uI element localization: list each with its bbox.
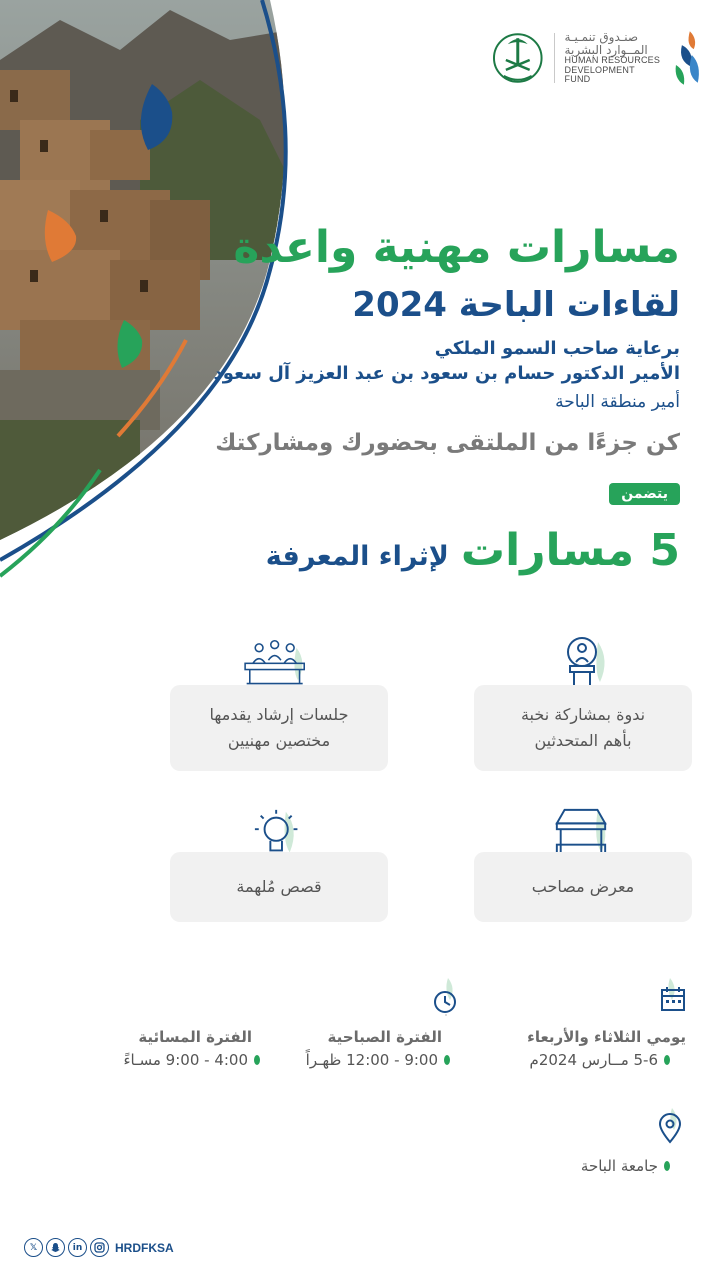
social-footer xyxy=(24,1238,174,1257)
logo-divider xyxy=(554,33,555,83)
tracks-purpose: لإثراء المعرفة xyxy=(265,541,449,572)
patron-line-3: أمير منطقة الباحة xyxy=(555,392,680,412)
schedule-evening-text: 4:00 - 9:00 مسـاءً xyxy=(123,1051,248,1069)
schedule-evening-label: الفترة المسائية xyxy=(138,1028,252,1046)
logo-arabic-line2: المــوارد البشرية xyxy=(564,42,648,57)
clock-icon xyxy=(430,976,464,1016)
schedule-days-value xyxy=(530,1051,670,1069)
panel-meeting-icon xyxy=(242,632,312,690)
feature-card-exhibition xyxy=(474,852,692,922)
schedule-location-text: جامعة الباحة xyxy=(580,1157,658,1175)
feature-2-line2: مختصين مهنيين xyxy=(227,731,331,750)
bullet-icon xyxy=(664,1055,670,1065)
hero-photo xyxy=(0,0,320,590)
linkedin-icon[interactable]: in xyxy=(68,1238,87,1257)
feature-4-line1: قصص مُلهمة xyxy=(236,877,322,897)
schedule-location xyxy=(581,1157,670,1175)
feature-3-line1: معرض مصاحب xyxy=(531,877,635,897)
includes-badge: يتضمن xyxy=(609,483,680,505)
x-icon[interactable]: 𝕏 xyxy=(24,1238,43,1257)
instagram-icon[interactable] xyxy=(90,1238,109,1257)
logo-arabic-line1: صنـدوق تنمـيـة xyxy=(564,30,639,45)
calendar-icon xyxy=(656,976,690,1016)
schedule-morning-label: الفترة الصباحية xyxy=(327,1028,442,1046)
patron-line-2: الأمير الدكتور حسام بن سعود بن عبد العزيز آل سعود xyxy=(213,363,680,384)
saudi-emblem-icon xyxy=(492,30,544,86)
feature-2-line1: جلسات إرشاد يقدمها xyxy=(209,705,349,725)
schedule-days-label: يومي الثلاثاء والأربعاء xyxy=(527,1028,686,1046)
schedule-morning-text: 9:00 - 12:00 ظهـراً xyxy=(305,1051,438,1069)
tracks-heading xyxy=(266,525,680,576)
location-pin-icon xyxy=(656,1106,690,1146)
social-handle[interactable]: HRDFKSA xyxy=(115,1240,174,1255)
village-illustration xyxy=(0,0,320,590)
hrdf-mark-icon xyxy=(672,29,702,87)
schedule-days-text: 5-6 مــارس 2024م xyxy=(529,1051,658,1069)
invite-text: كن جزءًا من الملتقى بحضورك ومشاركتك xyxy=(215,430,680,456)
feature-card-symposium xyxy=(474,685,692,771)
feature-1-line1: ندوة بمشاركة نخبة xyxy=(520,705,646,725)
logo-english-line2: DEVELOPMENT FUND xyxy=(564,64,635,85)
podium-speaker-icon xyxy=(548,632,618,690)
hrdf-logo xyxy=(492,26,702,90)
bullet-icon xyxy=(664,1161,670,1171)
bullet-icon xyxy=(444,1055,450,1065)
tracks-count: 5 مسارات xyxy=(460,525,680,576)
logo-text xyxy=(565,31,663,85)
page-title: مسارات مهنية واعدة xyxy=(233,222,680,273)
schedule-morning-value xyxy=(306,1051,450,1069)
page-subtitle: لقاءات الباحة 2024 xyxy=(352,285,680,325)
schedule-evening-value xyxy=(123,1051,260,1069)
logo-english-line1: HUMAN RESOURCES xyxy=(564,55,661,66)
snapchat-icon[interactable] xyxy=(46,1238,65,1257)
feature-card-stories xyxy=(170,852,388,922)
feature-card-mentoring xyxy=(170,685,388,771)
feature-1-line2: بأهم المتحدثين xyxy=(534,731,632,750)
patron-line-1: برعاية صاحب السمو الملكي xyxy=(434,338,680,359)
bullet-icon xyxy=(254,1055,260,1065)
